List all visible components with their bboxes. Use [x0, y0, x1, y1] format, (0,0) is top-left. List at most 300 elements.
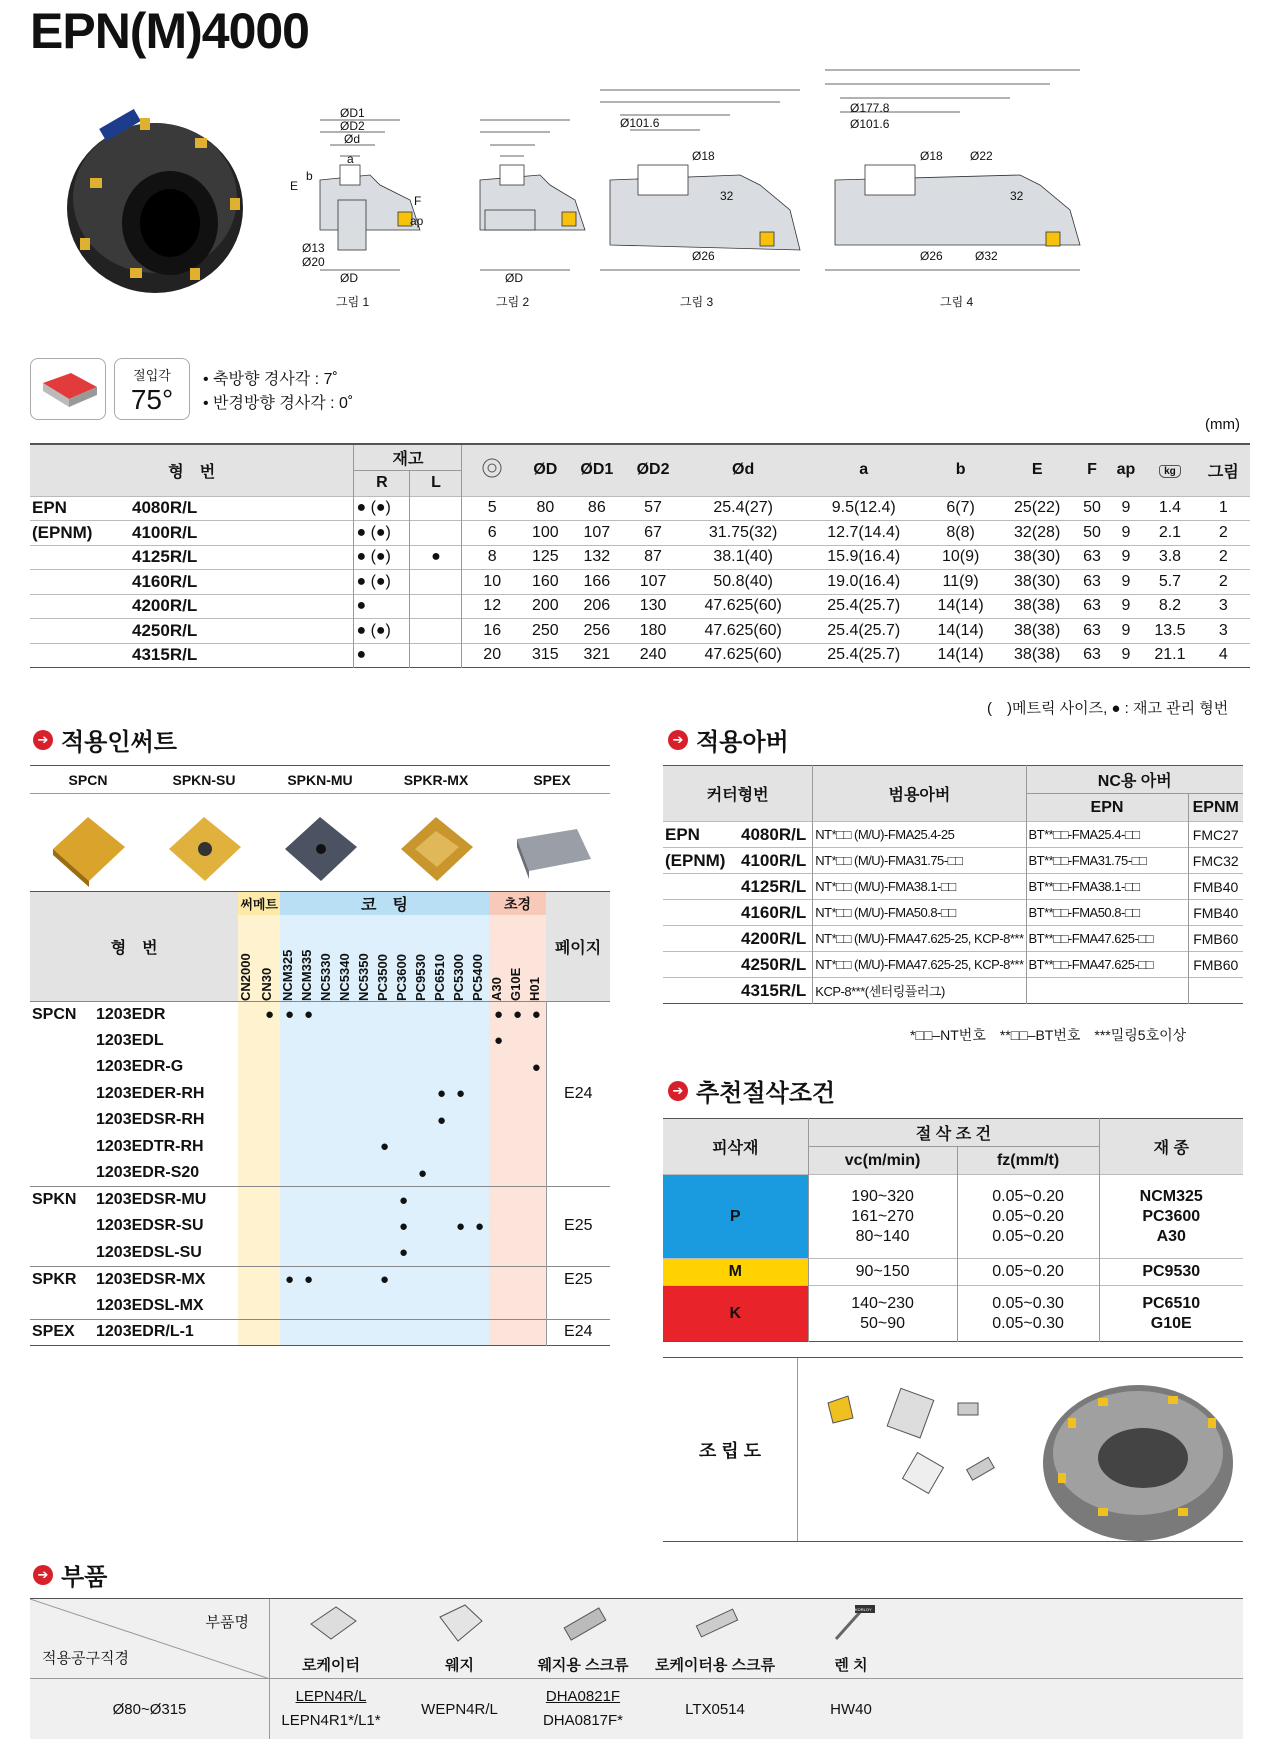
grade-mark: [432, 1054, 451, 1081]
grade-mark: [318, 1213, 337, 1240]
grade-mark: [238, 1001, 259, 1028]
arbor-row: [663, 848, 1243, 874]
arbor-header-epnm: EPNM: [1188, 794, 1243, 822]
grade-mark: [299, 1293, 318, 1320]
header-L: L: [410, 470, 462, 496]
spec-kg: 13.5: [1154, 621, 1186, 639]
insert-header-page: 페이지: [546, 892, 610, 1002]
model-cell: 4125R/L: [132, 547, 198, 567]
grade-mark: [394, 1266, 413, 1293]
grade-mark: [470, 1107, 489, 1134]
grade-mark: [337, 1319, 356, 1346]
grade-mark: [413, 1293, 432, 1320]
insert-model: 1203EDR: [96, 1005, 166, 1023]
insert-row: [30, 1240, 610, 1267]
insert-page: [546, 1001, 610, 1028]
header-R: R: [354, 470, 410, 496]
insert-row: [30, 1187, 610, 1214]
insert-table: [30, 891, 610, 1346]
spec-row: [30, 521, 1250, 546]
dim-d13: Ø13: [302, 241, 325, 255]
spec-D2: 57: [644, 499, 662, 517]
grade-mark: [337, 1187, 356, 1214]
radial-rake: • 반경방향 경사각 : 0˚: [203, 395, 354, 412]
insert-model: 1203EDSR-MU: [96, 1191, 207, 1208]
spec-fig: 2: [1218, 572, 1228, 590]
spec-ap: 9: [1121, 523, 1131, 541]
grade-mark: ●: [375, 1266, 394, 1293]
arbor-series: EPN: [665, 824, 700, 844]
insert-page: E24: [546, 1319, 610, 1346]
arbor-note: *□□–NT번호 **□□–BT번호 ***밀링5호이상: [910, 1027, 1187, 1043]
grade-mark: [318, 1266, 337, 1293]
stock-L: [410, 643, 462, 668]
dimension-drawings: [280, 60, 1130, 310]
spec-D2: 130: [639, 597, 667, 615]
arbor-general: NT*□□ (M/U)-FMA31.75-□□: [813, 848, 1026, 874]
wedge-screw-icon: [553, 1599, 613, 1649]
insert-model: 1203EDSR-RH: [96, 1111, 205, 1129]
grade-mark: [299, 1134, 318, 1161]
insert-spkn-su-image: [159, 809, 249, 889]
header-D: ØD: [533, 461, 558, 479]
header-model: 형 번: [168, 463, 216, 481]
vc-cell: 190~320 161~270 80~140: [808, 1175, 957, 1259]
insert-row: [30, 1054, 610, 1081]
grade-mark: [432, 1001, 451, 1028]
spec-D2: 67: [644, 523, 662, 541]
grade-mark: [259, 1028, 280, 1055]
spec-d: 25.4(27): [713, 499, 773, 517]
spec-a: 12.7(14.4): [827, 523, 901, 541]
grade-mark: [508, 1134, 527, 1161]
parts-header-part: 부품명: [205, 1614, 249, 1631]
spec-fig: 2: [1218, 523, 1228, 541]
unit-label: (mm): [1205, 416, 1240, 433]
grade-mark: [527, 1081, 546, 1108]
grade-mark: [280, 1081, 299, 1108]
grade-mark: [259, 1293, 280, 1320]
cutting-row: [663, 1259, 1243, 1286]
wedge-code: WEPN4R/L: [421, 1700, 498, 1718]
grade-mark: [432, 1187, 451, 1214]
fz-cell: 0.05~0.20: [957, 1259, 1099, 1286]
axial-rake: • 축방향 경사각 : 7˚: [203, 371, 338, 388]
cutting-header-grade: 재 종: [1099, 1119, 1243, 1175]
arbor-series: [663, 926, 739, 952]
grade-mark: [337, 1134, 356, 1161]
arbor-model: 4125R/L: [741, 876, 807, 896]
grade-mark: [432, 1028, 451, 1055]
grade-mark: [508, 1266, 527, 1293]
grade-mark: [375, 1213, 394, 1240]
grade-header: CN30: [259, 915, 280, 1001]
arbor-header-nc: NC용 아버: [1026, 766, 1243, 794]
grade-mark: [318, 1107, 337, 1134]
arbor-row: [663, 874, 1243, 900]
arbor-series: [663, 874, 739, 900]
vc-cell: 140~230 50~90: [808, 1286, 957, 1342]
spec-D1: 166: [583, 572, 611, 590]
header-F: F: [1087, 461, 1097, 479]
figure-label-2: 그림 2: [496, 295, 530, 309]
grade-mark: [489, 1160, 508, 1187]
arbor-section-title: ➔ 적용아버: [668, 722, 789, 757]
grade-mark: [318, 1054, 337, 1081]
insert-page: [546, 1293, 610, 1320]
grade-mark: [356, 1293, 375, 1320]
arbor-row: [663, 900, 1243, 926]
insert-spex-image: [507, 809, 597, 889]
grade-mark: [394, 1319, 413, 1346]
spec-row: [30, 594, 1250, 619]
dim-b: b: [306, 169, 313, 183]
insert-shape-icon: [30, 358, 106, 420]
insert-type-label: SPEX: [533, 771, 571, 788]
stock-R: ● (●): [354, 619, 410, 644]
spec-fig: 2: [1218, 548, 1228, 566]
grade-mark: [451, 1134, 470, 1161]
locator-icon: [301, 1599, 361, 1649]
arbor-header-cutter: 커터형번: [706, 787, 769, 804]
grade-mark: [470, 1160, 489, 1187]
dim-D: ØD: [340, 271, 358, 285]
spec-D: 315: [531, 646, 559, 664]
grade-mark: [299, 1187, 318, 1214]
grade-header: PC3600: [394, 915, 413, 1001]
grade-mark: [451, 1240, 470, 1267]
grade-mark: [394, 1028, 413, 1055]
model-cell: 4160R/L: [132, 571, 198, 591]
cutting-header-cond: 절 삭 조 건: [808, 1119, 1099, 1147]
grade-cell: NCM325 PC3600 A30: [1099, 1175, 1243, 1259]
spec-kg: 5.7: [1158, 572, 1182, 590]
grade-mark: ●: [413, 1160, 432, 1187]
grade-mark: [337, 1054, 356, 1081]
spec-ap: 9: [1121, 548, 1131, 566]
spec-a: 25.4(25.7): [827, 646, 901, 664]
grade-mark: [375, 1240, 394, 1267]
grade-mark: [280, 1054, 299, 1081]
arbor-row: [663, 822, 1243, 848]
grade-mark: [238, 1293, 259, 1320]
dim-d177: Ø177.8: [850, 101, 890, 115]
spec-E: 38(38): [1014, 646, 1061, 664]
grade-mark: [238, 1319, 259, 1346]
grade-mark: [394, 1001, 413, 1028]
arbor-model: 4080R/L: [741, 824, 807, 844]
spec-z: 20: [462, 643, 522, 668]
grade-header: PC5400: [470, 915, 489, 1001]
grade-mark: [451, 1266, 470, 1293]
insert-row: [30, 1213, 610, 1240]
insert-row: [30, 1293, 610, 1320]
spec-z: 5: [462, 496, 522, 521]
grade-mark: [413, 1028, 432, 1055]
dim-32-fig4: 32: [1010, 189, 1024, 203]
spec-D: 100: [531, 523, 559, 541]
grade-mark: [508, 1240, 527, 1267]
cutting-row: [663, 1175, 1243, 1259]
insert-family: [30, 1240, 94, 1267]
grade-mark: [489, 1134, 508, 1161]
stock-L: [410, 594, 462, 619]
grade-mark: [470, 1187, 489, 1214]
grade-mark: [259, 1266, 280, 1293]
grade-mark: ●: [489, 1001, 508, 1028]
grade-header: H01: [527, 915, 546, 1001]
part-locator: 로케이터: [270, 1599, 392, 1678]
wedge-screw-codes: DHA0821F DHA0817F*: [542, 1688, 624, 1729]
grade-mark: [489, 1187, 508, 1214]
grade-mark: [299, 1107, 318, 1134]
grade-mark: [432, 1319, 451, 1346]
spec-kg: 1.4: [1158, 499, 1182, 517]
insert-type-label: SPCN: [68, 771, 108, 788]
arbor-model: 4200R/L: [741, 928, 807, 948]
insert-row: [30, 1107, 610, 1134]
arbor-header-epn: EPN: [1026, 794, 1188, 822]
arbor-epn: BT**□□-FMA47.625-□□: [1026, 926, 1188, 952]
arbor-model: 4160R/L: [741, 902, 807, 922]
series-cell: [30, 570, 130, 595]
grade-mark: [527, 1266, 546, 1293]
spec-row: [30, 496, 1250, 521]
model-cell: 4100R/L: [132, 522, 198, 542]
grade-mark: [527, 1134, 546, 1161]
grade-mark: ●: [299, 1001, 318, 1028]
insert-family: SPCN: [32, 1005, 77, 1023]
insert-family: [30, 1081, 94, 1108]
insert-page: [546, 1240, 610, 1267]
spec-D: 160: [531, 572, 559, 590]
arbor-epn: BT**□□-FMA47.625-□□: [1026, 952, 1188, 978]
arbor-epn: BT**□□-FMA31.75-□□: [1026, 848, 1188, 874]
spec-b: 6(7): [946, 499, 975, 517]
grade-mark: [527, 1187, 546, 1214]
grade-mark: [394, 1160, 413, 1187]
grade-mark: [489, 1213, 508, 1240]
spec-a: 25.4(25.7): [827, 597, 901, 615]
spec-d: 31.75(32): [708, 523, 778, 541]
insert-spkn-mu-image: [275, 809, 365, 889]
spec-fig: 3: [1218, 621, 1228, 639]
grade-mark: [318, 1081, 337, 1108]
dim-d26-fig3: Ø26: [692, 249, 715, 263]
stock-R: ● (●): [354, 496, 410, 521]
spec-F: 63: [1083, 597, 1101, 615]
grade-mark: [451, 1054, 470, 1081]
arbor-series: (EPNM): [665, 850, 726, 870]
spec-d: 47.625(60): [704, 597, 782, 615]
spec-D2: 180: [639, 621, 667, 639]
insert-page: E24: [546, 1081, 610, 1108]
insert-page: E25: [546, 1213, 610, 1240]
spec-D: 250: [531, 621, 559, 639]
grade-mark: [413, 1266, 432, 1293]
insert-model: 1203EDER-RH: [96, 1084, 205, 1102]
spec-D: 200: [531, 597, 559, 615]
grade-mark: [489, 1293, 508, 1320]
grade-mark: [527, 1240, 546, 1267]
grade-mark: [356, 1266, 375, 1293]
grade-mark: [413, 1187, 432, 1214]
grade-mark: [238, 1081, 259, 1108]
stock-L: ●: [410, 545, 462, 570]
assembly-label: 조 립 도: [663, 1358, 798, 1541]
spec-D1: 86: [587, 499, 606, 517]
grade-mark: [432, 1213, 451, 1240]
grade-mark: [489, 1319, 508, 1346]
dim-d: Ød: [344, 132, 361, 146]
assembly-box: [663, 1357, 1243, 1542]
model-cell: 4250R/L: [132, 620, 198, 640]
stock-L: [410, 570, 462, 595]
locator-codes: LEPN4R/L LEPN4R1*/L1*: [281, 1688, 381, 1729]
insert-model: 1203EDTR-RH: [96, 1137, 204, 1155]
grade-mark: ●: [394, 1240, 413, 1267]
spec-E: 38(38): [1014, 597, 1061, 615]
insert-family: [30, 1028, 94, 1055]
grade-mark: [259, 1160, 280, 1187]
spec-ap: 9: [1121, 499, 1131, 517]
grade-mark: [238, 1134, 259, 1161]
dim-D-fig2: ØD: [505, 271, 523, 285]
grade-mark: ●: [280, 1266, 299, 1293]
grade-header: NC5350: [356, 915, 375, 1001]
spec-F: 50: [1083, 499, 1101, 517]
grade-mark: [375, 1028, 394, 1055]
grade-mark: [280, 1028, 299, 1055]
grade-mark: ●: [432, 1081, 451, 1108]
arbor-general: KCP-8***(센터링플러그): [813, 978, 1026, 1004]
arbor-epnm: FMC27: [1188, 822, 1243, 848]
grade-mark: [318, 1187, 337, 1214]
assembly-drawing: [798, 1358, 1238, 1543]
header-D1: ØD1: [580, 461, 614, 479]
wedge-icon: [430, 1599, 490, 1649]
grade-mark: [527, 1107, 546, 1134]
spec-a: 9.5(12.4): [831, 499, 896, 517]
grade-mark: ●: [451, 1081, 470, 1108]
grade-mark: [280, 1319, 299, 1346]
chevron-right-icon: ➔: [33, 1565, 53, 1585]
insert-model: 1203EDR/L-1: [96, 1323, 194, 1341]
insert-images: [30, 765, 610, 904]
dim-E: E: [290, 179, 299, 193]
stock-R: ● (●): [354, 570, 410, 595]
series-cell: EPN: [32, 498, 67, 518]
insert-family: [30, 1134, 94, 1161]
grade-mark: [394, 1081, 413, 1108]
grade-mark: [432, 1266, 451, 1293]
grade-mark: [280, 1107, 299, 1134]
grade-mark: [451, 1319, 470, 1346]
grade-mark: [489, 1240, 508, 1267]
insert-type-label: SPKN-SU: [172, 771, 236, 788]
insert-row: [30, 1028, 610, 1055]
arbor-general: NT*□□ (M/U)-FMA47.625-25, KCP-8***: [813, 926, 1026, 952]
arbor-general: NT*□□ (M/U)-FMA38.1-□□: [813, 874, 1026, 900]
spec-a: 15.9(16.4): [827, 548, 901, 566]
part-wedge-screw: 웨지용 스크류: [527, 1599, 639, 1678]
grade-header: PC3500: [375, 915, 394, 1001]
insert-family: SPEX: [32, 1323, 75, 1341]
spec-b: 10(9): [941, 548, 980, 566]
header-ap: ap: [1116, 461, 1136, 479]
grade-header: NC5340: [337, 915, 356, 1001]
figure-label-1: 그림 1: [336, 295, 370, 309]
arbor-general: NT*□□ (M/U)-FMA50.8-□□: [813, 900, 1026, 926]
grade-mark: [356, 1107, 375, 1134]
spec-d: 47.625(60): [704, 621, 782, 639]
spec-b: 14(14): [937, 597, 984, 615]
grade-mark: [527, 1319, 546, 1346]
dim-d18-fig3: Ø18: [692, 149, 715, 163]
grade-header: G10E: [508, 915, 527, 1001]
grade-mark: [489, 1054, 508, 1081]
dim-d26-fig4: Ø26: [920, 249, 943, 263]
arbor-row: [663, 952, 1243, 978]
grade-mark: [375, 1187, 394, 1214]
grade-mark: [259, 1213, 280, 1240]
spec-z: 16: [462, 619, 522, 644]
grade-mark: [432, 1134, 451, 1161]
dim-32-fig3: 32: [720, 189, 734, 203]
grade-mark: ●: [527, 1054, 546, 1081]
figure-label-3: 그림 3: [680, 295, 714, 309]
grade-mark: ●: [394, 1187, 413, 1214]
spec-E: 32(28): [1014, 523, 1061, 541]
spec-D1: 107: [583, 523, 611, 541]
grade-mark: ●: [280, 1001, 299, 1028]
grade-mark: [356, 1054, 375, 1081]
grade-mark: ●: [527, 1001, 546, 1028]
grade-mark: [238, 1213, 259, 1240]
spec-kg: 2.1: [1158, 523, 1182, 541]
dim-ap: ap: [410, 214, 424, 228]
grade-mark: ●: [375, 1134, 394, 1161]
grade-mark: [508, 1187, 527, 1214]
svg-text:KORLOY: KORLOY: [855, 1607, 872, 1612]
insert-page: [546, 1160, 610, 1187]
header-stock: 재고: [354, 444, 462, 470]
arbor-model: 4315R/L: [741, 980, 807, 1000]
insert-family: [30, 1293, 94, 1320]
grade-mark: [413, 1107, 432, 1134]
grade-mark: [394, 1054, 413, 1081]
insert-type-label: SPKN-MU: [287, 771, 353, 788]
insert-page: E25: [546, 1266, 610, 1293]
grade-mark: [432, 1293, 451, 1320]
grade-mark: [280, 1293, 299, 1320]
dim-D1: ØD1: [340, 106, 365, 120]
grade-mark: [299, 1240, 318, 1267]
arbor-epn: BT**□□-FMA38.1-□□: [1026, 874, 1188, 900]
grade-mark: [356, 1134, 375, 1161]
grade-mark: [259, 1187, 280, 1214]
grade-mark: [259, 1134, 280, 1161]
grade-mark: [356, 1319, 375, 1346]
grade-mark: [489, 1266, 508, 1293]
grade-header: NCM325: [280, 915, 299, 1001]
parts-header-dia: 적용공구직경: [42, 1650, 129, 1667]
arbor-epnm: FMB40: [1188, 874, 1243, 900]
header-D2: ØD2: [636, 461, 670, 479]
rake-angles: [203, 368, 353, 416]
grade-mark: ●: [394, 1213, 413, 1240]
grade-mark: [508, 1054, 527, 1081]
